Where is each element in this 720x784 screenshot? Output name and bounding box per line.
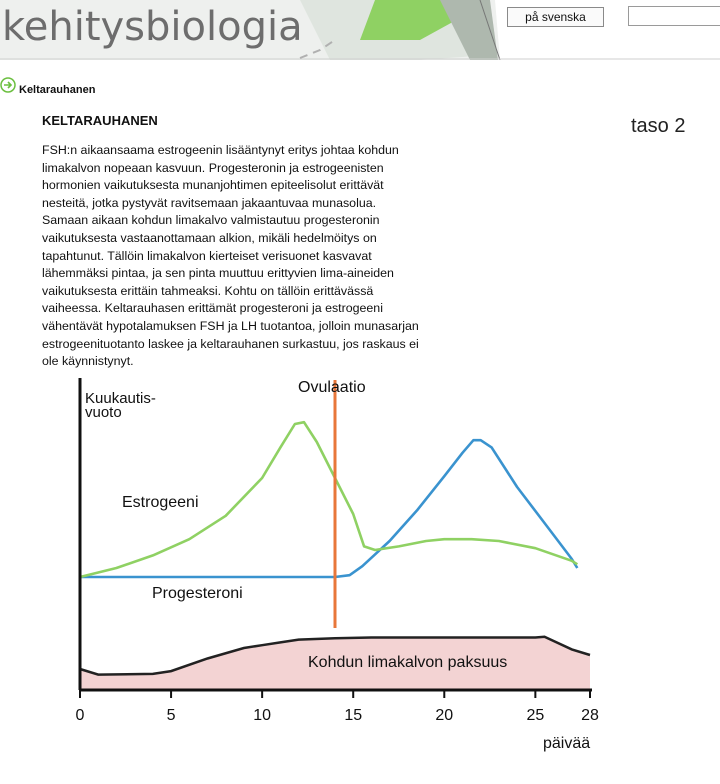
article-line: hormonien vaikutuksesta munanjohtimen epiteelisolut erittävät: [42, 178, 384, 193]
level-label: taso 2: [631, 115, 686, 137]
progesterone-label: Progesteroni: [152, 585, 243, 602]
x-tick-label: 25: [526, 707, 545, 724]
x-tick-label: 28: [581, 707, 599, 724]
article-line: tapahtunut. Tällöin limakalvon kierteiset verisuonet kasvavat: [42, 248, 372, 263]
article-line: nesteitä, jotka pystyvät ravitsemaan jakaantuvaa munasolua.: [42, 195, 377, 210]
article-body: [42, 142, 472, 371]
article-line: ole käynnistynyt.: [42, 354, 134, 369]
y-axis-label: vuoto: [85, 404, 122, 421]
breadcrumb-current: Keltarauhanen: [19, 84, 96, 96]
article-line: lähemmäksi pintaa, ja sen pinta muuttuu erittyvien lima-aineiden: [42, 266, 394, 281]
article-line: vähentävät hypotalamuksen FSH ja LH tuotantoa, jolloin munasarjan: [42, 318, 419, 333]
y-axis-label: Kuukautis-: [85, 390, 156, 407]
article-line: vaikutuksesta vastaanottamaan alkion, mikäli hedelmöitys on: [42, 230, 377, 245]
article-line: vaikutuksesta erittäin tahmeaksi. Kohtu on tällöin erittävässä: [42, 283, 374, 298]
arrow-right-circle-icon[interactable]: [0, 77, 16, 93]
x-tick-label: 0: [75, 707, 85, 724]
x-tick-label: 10: [253, 707, 272, 724]
site-logo[interactable]: kehitysbiologia: [2, 4, 303, 50]
x-tick-label: 15: [344, 707, 363, 724]
article-line: FSH:n aikaansaama estrogeenin lisääntynyt eritys johtaa kohdun: [42, 143, 399, 157]
article-line: Samaan aikaan kohdun limakalvo valmistautuu progesteronin: [42, 213, 380, 228]
x-tick-label: 20: [435, 707, 454, 724]
search-input[interactable]: [628, 6, 720, 26]
estrogen-label: Estrogeeni: [122, 494, 199, 511]
lining-label: Kohdun limakalvon paksuus: [308, 654, 508, 671]
article-line: estrogeenituotanto laskee ja keltarauhanen surkastuu, jos raskaus ei: [42, 336, 419, 351]
header-banner: [0, 0, 720, 60]
x-axis-label: päivää: [543, 735, 591, 752]
language-switch-button[interactable]: på svenska: [507, 7, 604, 27]
hormone-cycle-chart: [0, 370, 720, 770]
article-title: KELTARAUHANEN: [42, 113, 158, 128]
chart-text-layer: [76, 379, 599, 752]
article-line: vaiheessa. Keltarauhasen erittämät progesteroni ja estrogeeni: [42, 301, 383, 316]
breadcrumb: [0, 74, 95, 96]
article-line: limakalvon nopeaan kasvuun. Progesteronin ja estrogeenisten: [42, 160, 384, 175]
x-tick-label: 5: [166, 707, 176, 724]
ovulation-label: Ovulaatio: [298, 379, 366, 396]
